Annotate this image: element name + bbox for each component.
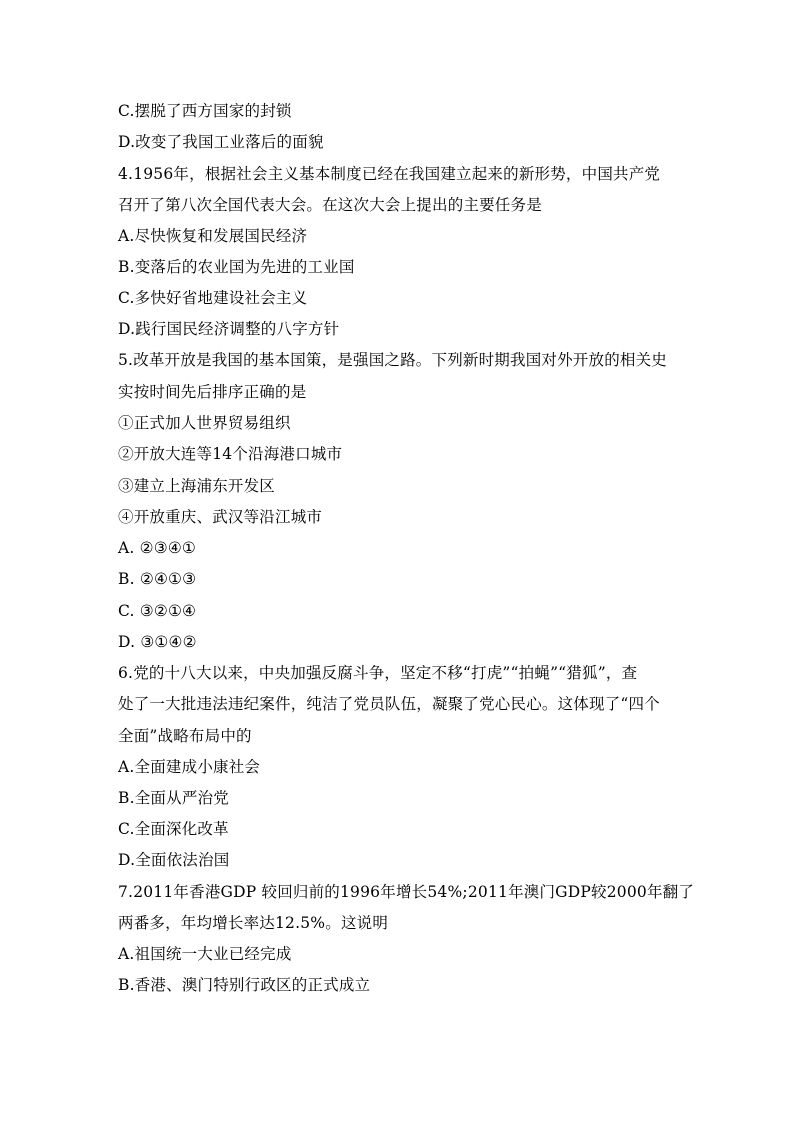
option-3c: C.摆脱了西方国家的封锁 <box>118 102 292 120</box>
option-5d: D. ③①④② <box>118 633 197 651</box>
event-item-1: ①正式加人世界贸易组织 <box>118 414 291 432</box>
question-4-line-1: 4.1956年，根据社会主义基本制度已经在我国建立起来的新形势，中国共产党 <box>118 165 661 183</box>
option-5c: C. ③②①④ <box>118 602 197 620</box>
option-7b: B.香港、澳门特别行政区的正式成立 <box>118 976 371 994</box>
question-6-line-3: 全面”战略布局中的 <box>118 727 252 745</box>
event-item-3: ③建立上海浦东开发区 <box>118 477 276 495</box>
option-4b: B.变落后的农业国为先进的工业国 <box>118 258 355 276</box>
option-5b: B. ②④①③ <box>118 570 197 588</box>
question-5-line-2: 实按时间先后排序正确的是 <box>118 383 307 401</box>
option-6a: A.全面建成小康社会 <box>118 758 261 776</box>
event-item-2: ②开放大连等14个沿海港口城市 <box>118 445 343 463</box>
question-7-line-2: 两番多，年均增长率达12.5%。这说明 <box>118 914 389 932</box>
event-item-4: ④开放重庆、武汉等沿江城市 <box>118 508 323 526</box>
option-6c: C.全面深化改革 <box>118 820 229 838</box>
question-4-line-2: 召开了第八次全国代表大会。在这次大会上提出的主要任务是 <box>118 196 542 214</box>
question-6-line-1: 6.党的十八大以来，中央加强反腐斗争，坚定不移“打虎”“拍蝇”“猎狐”，查 <box>118 664 638 682</box>
question-7-line-1: 7.2011年香港GDP 较回归前的1996年增长54%;2011年澳门GDP较2000年翻了 <box>118 883 695 901</box>
option-3d: D.改变了我国工业落后的面貌 <box>118 133 324 151</box>
question-5-line-1: 5.改革开放是我国的基本国策，是强国之路。下列新时期我国对外开放的相关史 <box>118 351 667 369</box>
option-4a: A.尽快恢复和发展国民经济 <box>118 227 308 245</box>
question-6-line-2: 处了一大批违法违纪案件，纯洁了党员队伍，凝聚了党心民心。这体现了“四个 <box>118 695 660 713</box>
option-4c: C.多快好省地建设社会主义 <box>118 289 308 307</box>
option-4d: D.践行国民经济调整的八字方针 <box>118 320 340 338</box>
option-6d: D.全面依法治国 <box>118 851 230 869</box>
option-5a: A. ②③④① <box>118 539 197 557</box>
option-7a: A.祖国统一大业已经完成 <box>118 945 292 963</box>
option-6b: B.全面从严治党 <box>118 789 229 807</box>
